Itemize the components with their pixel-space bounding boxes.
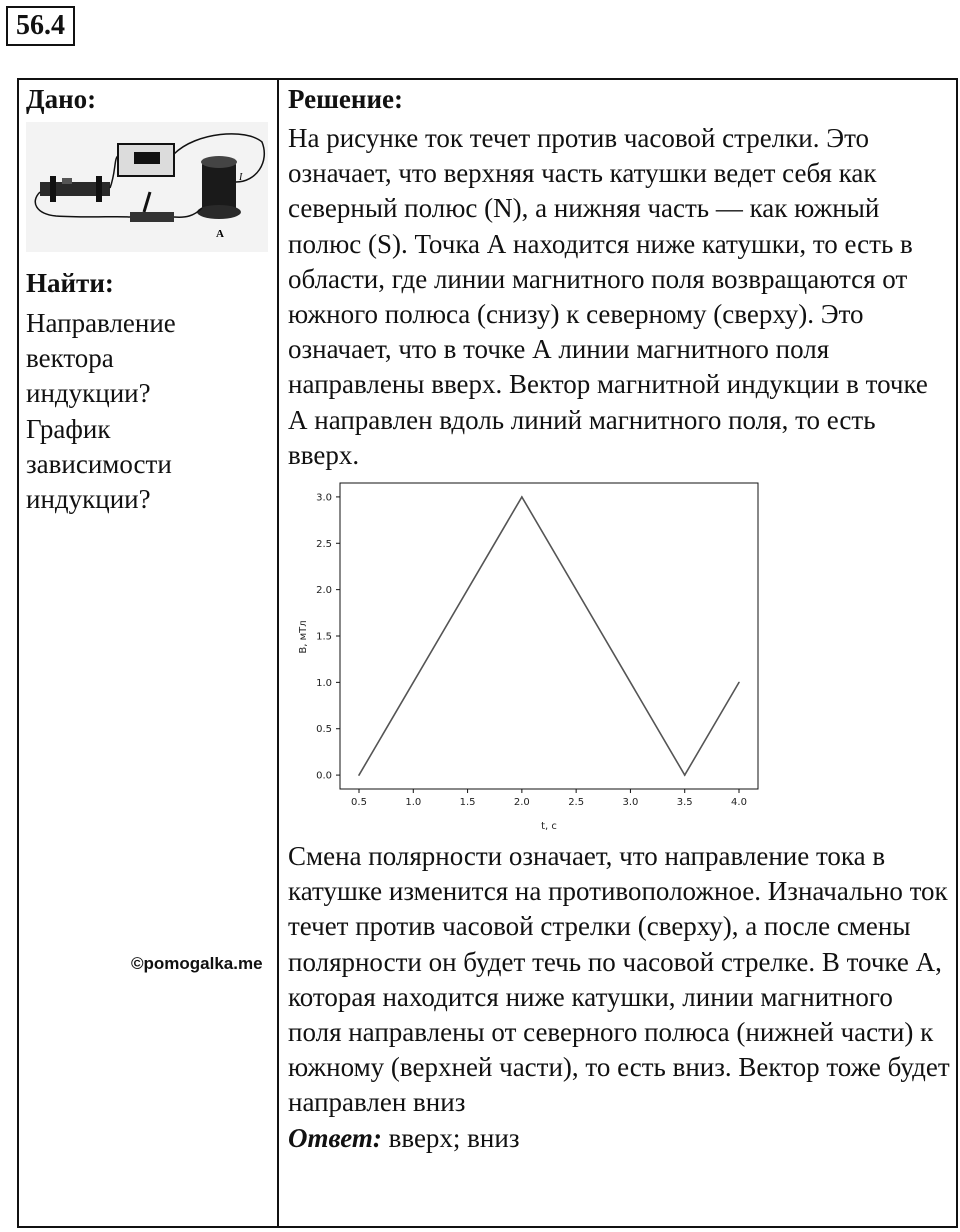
data-point (358, 774, 360, 776)
x-tick-label: 1.0 (405, 797, 422, 809)
y-tick-label: 0.5 (316, 724, 332, 736)
solution-heading: Решение: (288, 84, 403, 114)
problem-number: 56.4 (6, 6, 75, 46)
x-tick-label: 2.0 (513, 797, 530, 809)
y-tick-label: 1.0 (316, 677, 332, 689)
left-column (26, 84, 271, 517)
induction-chart (294, 477, 764, 837)
x-tick-label: 0.5 (351, 797, 367, 809)
y-tick-label: 3.0 (316, 492, 332, 504)
plot-frame (340, 483, 758, 789)
y-axis-label: B, мТл (298, 620, 309, 654)
y-tick-label: 0.0 (316, 770, 332, 782)
y-tick-label: 2.5 (316, 538, 332, 550)
x-tick-label: 3.5 (676, 797, 693, 809)
find-text: Направление вектора индукции? График зависимости индукции? (26, 308, 176, 515)
data-point (684, 774, 686, 776)
x-tick-label: 3.0 (622, 797, 639, 809)
y-tick-label: 1.5 (316, 631, 332, 643)
current-label: I (239, 172, 243, 183)
right-column (288, 84, 952, 1156)
y-tick-label: 2.0 (316, 585, 332, 597)
data-point (738, 682, 740, 684)
find-heading: Найти: (26, 268, 114, 298)
data-point (521, 496, 523, 498)
solution-paragraph-1: На рисунке ток течет против часовой стрелки. Это означает, что верхняя часть катушки ведет себя как северный полюс (N), а нижняя часть — как южный полюс (S). Точка А находится ниже катушки, то есть в области, где линии магнитного поля возвращаются от южного полюса (снизу) к северному (сверху). Это означает, что в точке А линии магнитного поля направлены вверх. Вектор магнитной индукции в точке А направлен вдоль линий магнитного поля, то есть вверх. (288, 123, 928, 470)
x-tick-label: 2.5 (568, 797, 585, 809)
watermark: ©pomogalka.me (131, 954, 263, 973)
answer-text: вверх; вниз (381, 1122, 520, 1153)
switch (130, 212, 174, 222)
given-heading: Дано: (26, 84, 97, 114)
column-divider (277, 78, 279, 1228)
x-axis-label: t, c (541, 821, 557, 833)
coil (202, 162, 236, 212)
answer-line (288, 1121, 952, 1156)
answer-label: Ответ: (288, 1122, 382, 1153)
x-tick-label: 1.5 (459, 797, 476, 809)
point-label: A (216, 228, 224, 240)
solution-paragraph-2: Смена полярности означает, что направление тока в катушке изменится на противоположное. Изначально ток течет против часовой стрелки (сверху), а после смены полярности он будет течь по часовой стрелке. В точке А, которая находится ниже катушки, линии магнитного поля направлены от северного полюса (нижней части) к южному (верхней части), то есть вниз. Вектор тоже будет направлен вниз (288, 841, 950, 1118)
circuit-figure (26, 122, 268, 252)
x-tick-label: 4.0 (731, 797, 747, 809)
